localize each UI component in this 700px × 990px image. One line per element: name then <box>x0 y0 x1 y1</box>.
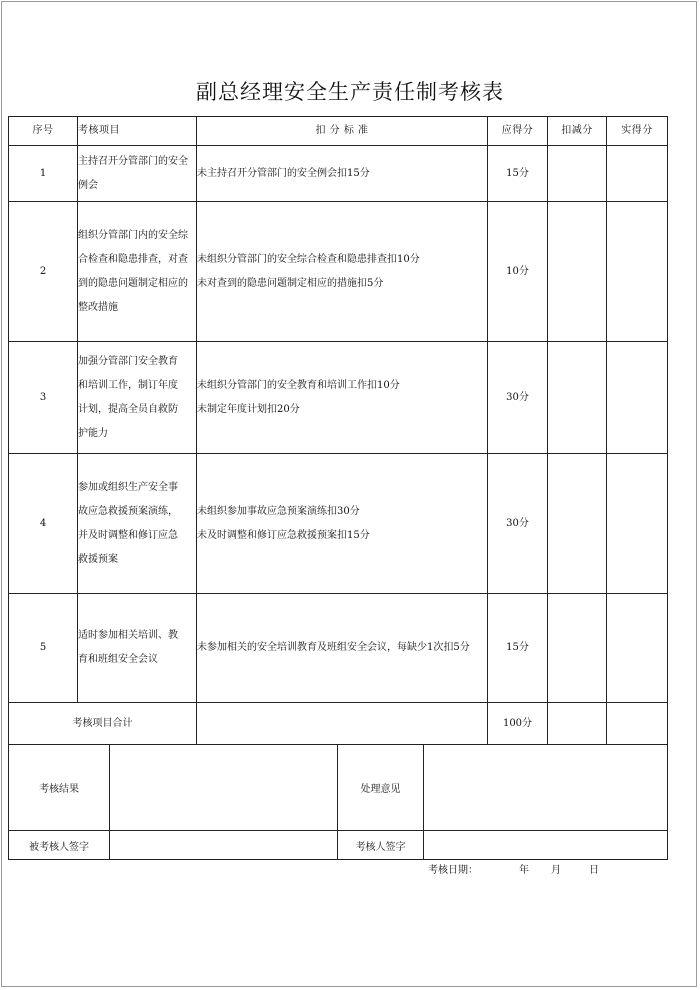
item-line: 并及时调整和修订应急 <box>78 529 178 541</box>
row-criteria <box>197 202 488 342</box>
item-line: 到的隐患问题制定相应的 <box>78 277 188 289</box>
item-line: 参加或组织生产安全事 <box>78 481 178 493</box>
row-seq: 1 <box>9 146 78 202</box>
item-line: 例会 <box>78 179 98 191</box>
row-seq: 5 <box>9 594 78 703</box>
row-item <box>78 146 197 202</box>
row-criteria <box>197 146 488 202</box>
row-item <box>78 454 197 594</box>
total-row <box>9 703 668 745</box>
row-actual-score[interactable] <box>607 202 668 342</box>
row-deduct-score[interactable] <box>548 342 607 454</box>
row-actual-score[interactable] <box>607 454 668 594</box>
item-line: 和培训工作，制订年度 <box>78 379 178 391</box>
row-due-score: 15分 <box>488 146 548 202</box>
row-item <box>78 202 197 342</box>
row-actual-score[interactable] <box>607 342 668 454</box>
criteria-line: 未主持召开分管部门的安全例会扣15分 <box>197 167 370 179</box>
item-line: 加强分管部门安全教育 <box>78 355 178 367</box>
examinee-signature-label: 被考核人签字 <box>9 831 110 860</box>
criteria-line: 未参加相关的安全培训教育及班组安全会议，每缺少1次扣5分 <box>197 642 470 653</box>
row-seq: 3 <box>9 342 78 454</box>
examiner-signature-label: 考核人签字 <box>338 831 424 860</box>
total-deduct-score[interactable] <box>548 703 607 745</box>
signature-table <box>8 744 668 860</box>
header-row <box>9 117 668 146</box>
row-deduct-score[interactable] <box>548 454 607 594</box>
date-month: 月 <box>551 865 561 876</box>
header-seq: 序号 <box>9 117 78 146</box>
header-due-score: 应得分 <box>488 117 548 146</box>
result-row <box>9 745 668 831</box>
item-line: 故应急救援预案演练， <box>78 505 178 517</box>
criteria-line: 未及时调整和修订应急救援预案扣15分 <box>197 529 370 541</box>
examinee-signature-field[interactable] <box>110 831 338 860</box>
header-criteria: 扣 分 标 准 <box>197 117 488 146</box>
row-due-score: 30分 <box>488 454 548 594</box>
signature-row <box>9 831 668 860</box>
total-due-score: 100分 <box>488 703 548 745</box>
date-year: 年 <box>519 865 529 876</box>
header-item: 考核项目 <box>78 117 197 146</box>
row-deduct-score[interactable] <box>548 594 607 703</box>
criteria-line: 未组织分管部门的安全综合检查和隐患排查扣10分 <box>197 253 420 265</box>
criteria-line: 未组织分管部门的安全教育和培训工作扣10分 <box>197 379 400 391</box>
item-line: 计划，提高全员自救防 <box>78 403 178 415</box>
row-seq: 2 <box>9 202 78 342</box>
table-row <box>9 146 668 202</box>
opinion-label: 处理意见 <box>338 745 424 831</box>
assessment-table <box>8 116 668 745</box>
item-line: 救援预案 <box>78 553 118 565</box>
table-row <box>9 202 668 342</box>
row-actual-score[interactable] <box>607 594 668 703</box>
examiner-signature-field[interactable] <box>424 831 668 860</box>
header-deduct-score: 扣减分 <box>548 117 607 146</box>
row-due-score: 10分 <box>488 202 548 342</box>
row-deduct-score[interactable] <box>548 202 607 342</box>
opinion-field[interactable] <box>424 745 668 831</box>
item-line: 合检查和隐患排查，对查 <box>78 253 188 265</box>
total-criteria <box>197 703 488 745</box>
row-criteria <box>197 594 488 703</box>
row-seq: 4 <box>9 454 78 594</box>
item-line: 育和班组安全会议 <box>78 654 158 665</box>
item-line: 护能力 <box>78 427 108 439</box>
date-label: 考核日期： <box>428 865 478 876</box>
table-row <box>9 594 668 703</box>
row-actual-score[interactable] <box>607 146 668 202</box>
row-due-score: 15分 <box>488 594 548 703</box>
row-criteria <box>197 454 488 594</box>
total-actual-score[interactable] <box>607 703 668 745</box>
result-label: 考核结果 <box>9 745 110 831</box>
page-title: 副总经理安全生产责任制考核表 <box>196 80 504 104</box>
result-field[interactable] <box>110 745 338 831</box>
item-line: 整改措施 <box>78 301 118 313</box>
total-label: 考核项目合计 <box>9 703 197 745</box>
row-item <box>78 342 197 454</box>
row-item <box>78 594 197 703</box>
criteria-line: 未制定年度计划扣20分 <box>197 403 300 415</box>
row-criteria <box>197 342 488 454</box>
row-due-score: 30分 <box>488 342 548 454</box>
table-row <box>9 454 668 594</box>
date-day: 日 <box>589 865 599 876</box>
header-actual-score: 实得分 <box>607 117 668 146</box>
table-row <box>9 342 668 454</box>
item-line: 主持召开分管部门的安全 <box>78 155 188 167</box>
criteria-line: 未组织参加事故应急预案演练扣30分 <box>197 505 360 517</box>
item-line: 组织分管部门内的安全综 <box>78 229 188 241</box>
row-deduct-score[interactable] <box>548 146 607 202</box>
item-line: 适时参加相关培训、教 <box>78 630 178 641</box>
criteria-line: 未对查到的隐患问题制定相应的措施扣5分 <box>197 277 384 289</box>
